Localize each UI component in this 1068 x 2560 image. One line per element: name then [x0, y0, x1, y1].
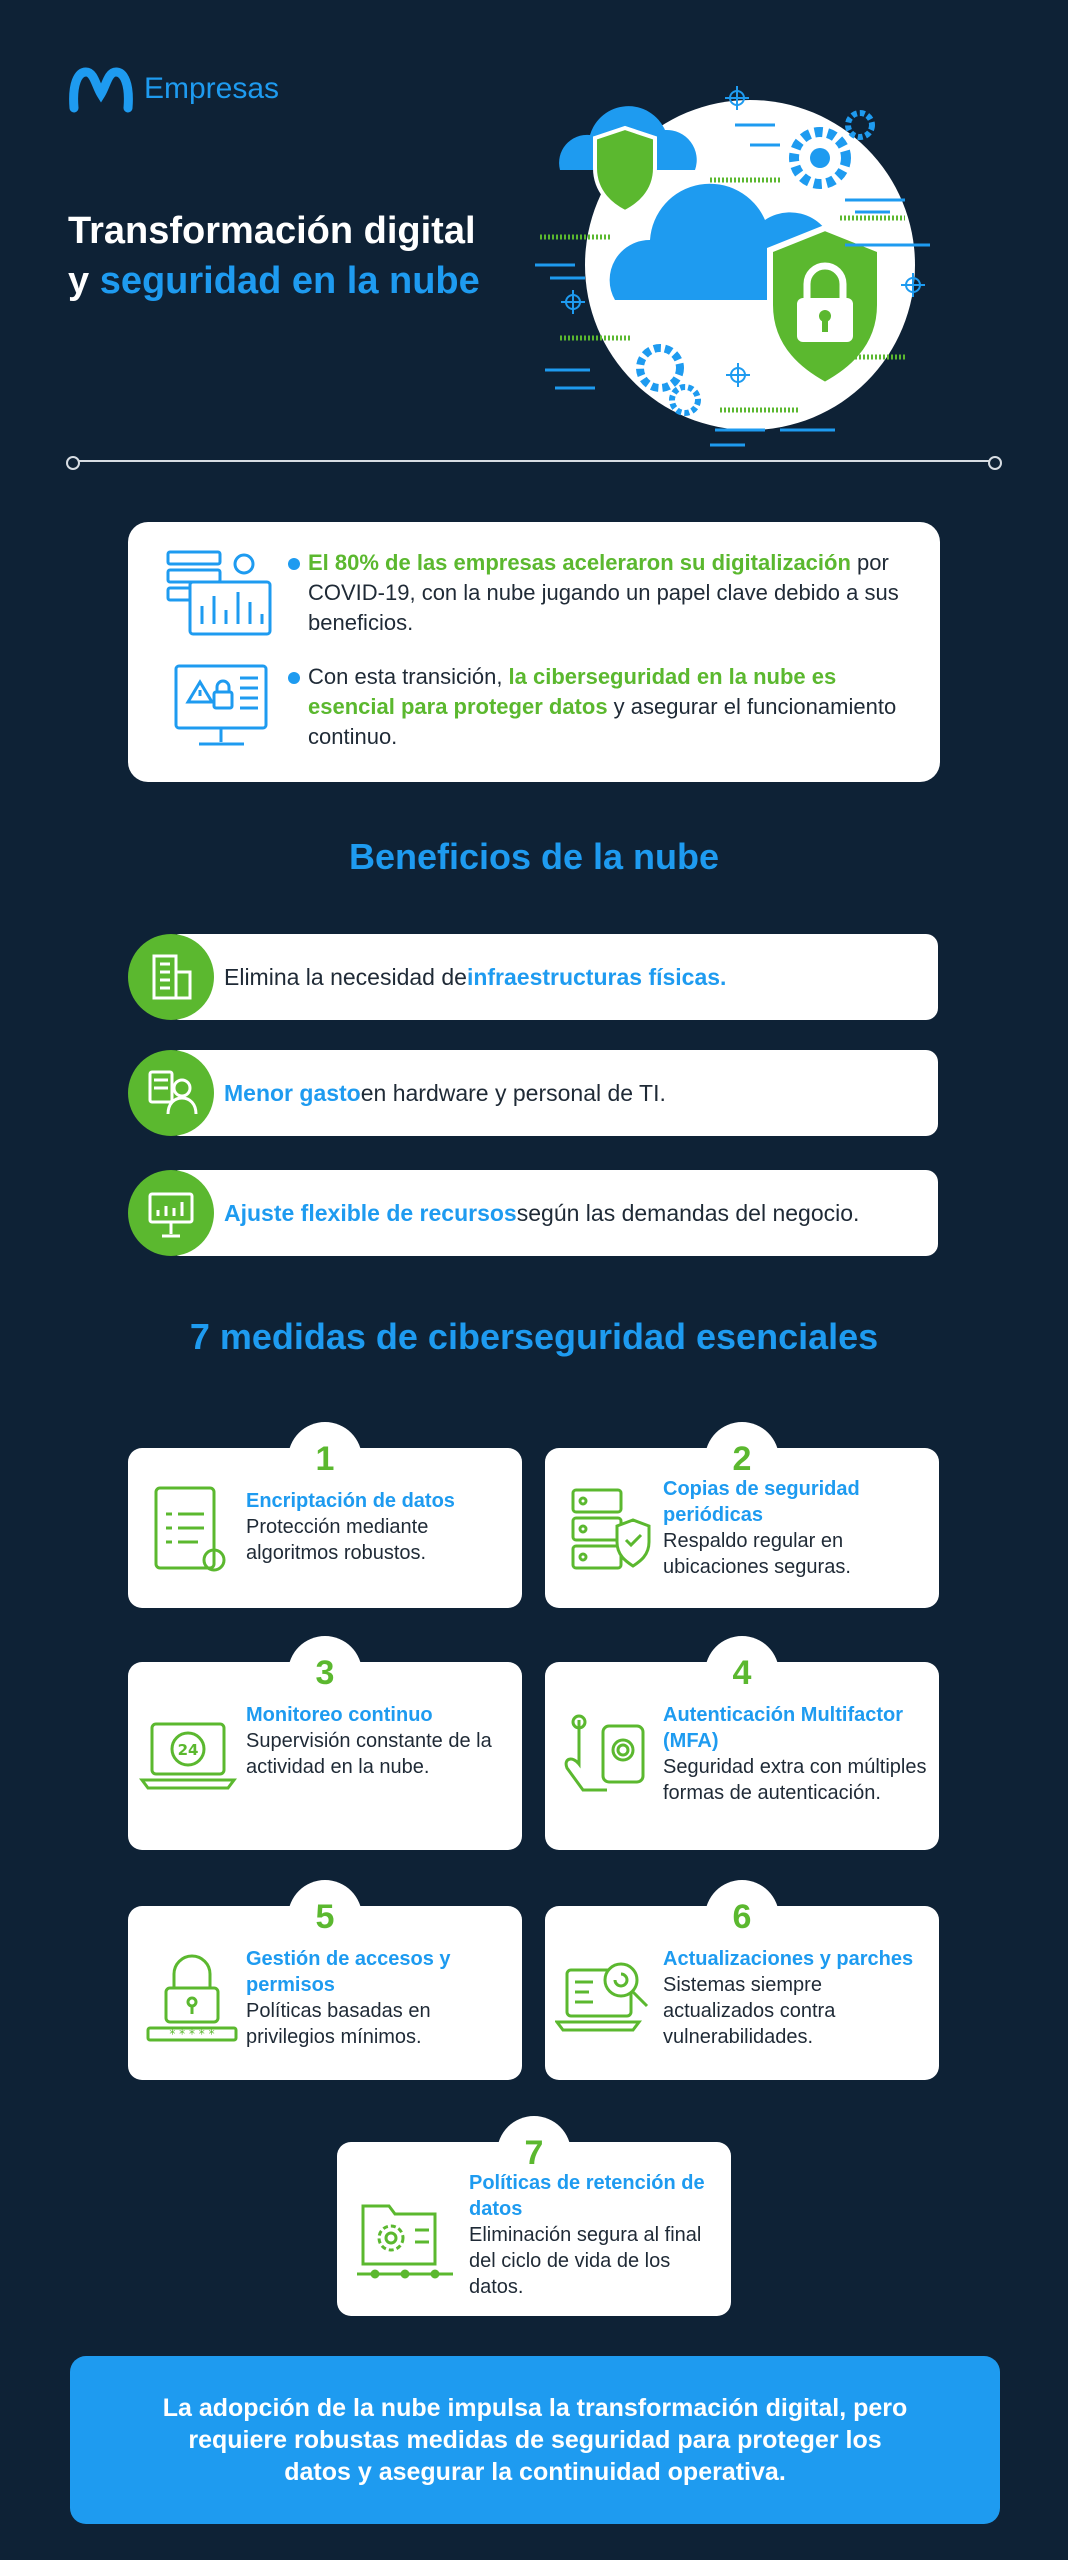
benefits-title: Beneficios de la nube — [348, 836, 720, 877]
measure-title: Autenticación Multifactor (MFA) — [663, 1704, 904, 1752]
benefit-highlight: Ajuste flexible de recursos — [224, 1199, 517, 1226]
measure-desc: Respaldo regular en ubicaciones seguras. — [663, 1530, 851, 1578]
benefit-item-3 — [128, 1170, 938, 1256]
cloud-security-illustration — [535, 70, 935, 450]
benefit-circle — [128, 934, 214, 1020]
benefit-circle — [128, 1170, 214, 1256]
brand-logo — [68, 64, 279, 114]
measure-text — [246, 1946, 510, 2050]
intro-text-1 — [308, 548, 908, 638]
benefit-highlight: infraestructuras físicas. — [466, 963, 727, 990]
title-accent: seguridad en la nube — [99, 260, 480, 302]
measure-desc: Sistemas siempre actualizados contra vulnerabilidades. — [663, 1974, 836, 2048]
measure-text — [246, 1702, 510, 1780]
title-prefix: y — [68, 260, 100, 302]
measure-number: 5 — [288, 1880, 362, 1954]
it-worker-icon — [144, 1066, 198, 1120]
measure-text — [469, 2170, 709, 2300]
measure-card-6 — [545, 1897, 939, 2080]
laptop-24h-icon — [138, 1706, 238, 1806]
header-divider — [70, 460, 998, 462]
measure-card-1 — [128, 1439, 522, 1608]
measure-text — [663, 1702, 927, 1806]
measure-number: 2 — [705, 1422, 779, 1496]
measure-desc: Eliminación segura al final del ciclo de vida de los datos. — [469, 2224, 702, 2298]
measure-number: 3 — [288, 1636, 362, 1710]
conclusion-banner: La adopción de la nube impulsa la transformación digital, pero requiere robustas medidas de seguridad para proteger los datos y asegurar la continuidad operativa. — [70, 2356, 1000, 2524]
intro-item-1 — [164, 548, 908, 640]
measure-number: 1 — [288, 1422, 362, 1496]
benefit-suffix: según las demandas del negocio. — [516, 1199, 860, 1226]
measure-title: Gestión de accesos y permisos — [246, 1948, 451, 1996]
intro-suffix-2: y asegurar el funcionamiento continuo. — [308, 694, 897, 749]
measure-card-3 — [128, 1653, 522, 1850]
benefit-text-1 — [224, 934, 726, 1020]
page-title — [68, 206, 480, 306]
measure-desc: Políticas basadas en privilegios mínimos. — [246, 2000, 431, 2048]
measures-title: 7 medidas de ciberseguridad esenciales — [189, 1316, 879, 1357]
padlock-password-icon — [142, 1946, 242, 2046]
building-icon — [144, 950, 198, 1004]
folder-gear-icon — [355, 2186, 455, 2286]
intro-prefix-2: Con esta transición, — [308, 664, 509, 689]
intro-highlight-1: El 80% de las empresas aceleraron su digitalización — [308, 550, 851, 575]
benefit-highlight: Menor gasto — [224, 1079, 361, 1106]
benefit-circle — [128, 1050, 214, 1136]
measure-card-4 — [545, 1653, 939, 1850]
server-shield-icon — [559, 1480, 659, 1580]
presentation-chart-icon — [144, 1186, 198, 1240]
movistar-m-icon — [68, 64, 134, 114]
measure-number: 7 — [497, 2116, 571, 2190]
fingerprint-touch-icon — [555, 1706, 655, 1806]
server-chart-icon — [164, 548, 274, 640]
measure-number: 6 — [705, 1880, 779, 1954]
intro-body-1: por COVID-19, con la nube jugando un papel clave debido a sus beneficios. — [308, 550, 899, 635]
measure-title: Políticas de retención de datos — [469, 2172, 705, 2220]
title-line-1: Transformación digital — [68, 210, 476, 252]
measure-desc: Protección mediante algoritmos robustos. — [246, 1516, 429, 1564]
svg-text:* * * * *: * * * * * — [169, 2027, 215, 2041]
benefit-prefix: Elimina la necesidad de — [224, 963, 467, 990]
measure-card-2 — [545, 1439, 939, 1608]
monitor-security-icon — [164, 662, 274, 754]
encrypted-document-icon — [142, 1480, 242, 1580]
measure-desc: Supervisión constante de la actividad en la nube. — [246, 1730, 492, 1778]
benefit-text-2 — [224, 1050, 666, 1136]
benefit-item-1 — [128, 934, 938, 1020]
measure-desc: Seguridad extra con múltiples formas de autenticación. — [663, 1756, 927, 1804]
measure-text — [663, 1946, 927, 2050]
brand-name: Empresas — [144, 72, 280, 105]
measure-text — [246, 1488, 506, 1566]
intro-item-2 — [164, 662, 908, 754]
bullet-icon — [288, 672, 300, 684]
measure-card-5 — [128, 1897, 522, 2080]
measure-title: Copias de seguridad periódicas — [663, 1478, 860, 1526]
benefit-text-3 — [224, 1170, 859, 1256]
intro-highlight-2: la ciberseguridad en la nube es esencial para proteger datos — [308, 664, 837, 719]
measure-text — [663, 1476, 923, 1580]
svg-text:24: 24 — [177, 1741, 199, 1759]
measure-card-7 — [337, 2133, 731, 2316]
measure-title: Actualizaciones y parches — [663, 1948, 914, 1970]
benefit-suffix: en hardware y personal de TI. — [360, 1079, 666, 1106]
benefit-item-2 — [128, 1050, 938, 1136]
measure-title: Monitoreo continuo — [246, 1704, 433, 1726]
bullet-icon — [288, 558, 300, 570]
intro-card — [128, 522, 940, 782]
measure-number: 4 — [705, 1636, 779, 1710]
title-line-2 — [68, 256, 480, 306]
measure-title: Encriptación de datos — [246, 1490, 455, 1512]
intro-text-2 — [308, 662, 908, 752]
laptop-update-icon — [555, 1946, 655, 2046]
